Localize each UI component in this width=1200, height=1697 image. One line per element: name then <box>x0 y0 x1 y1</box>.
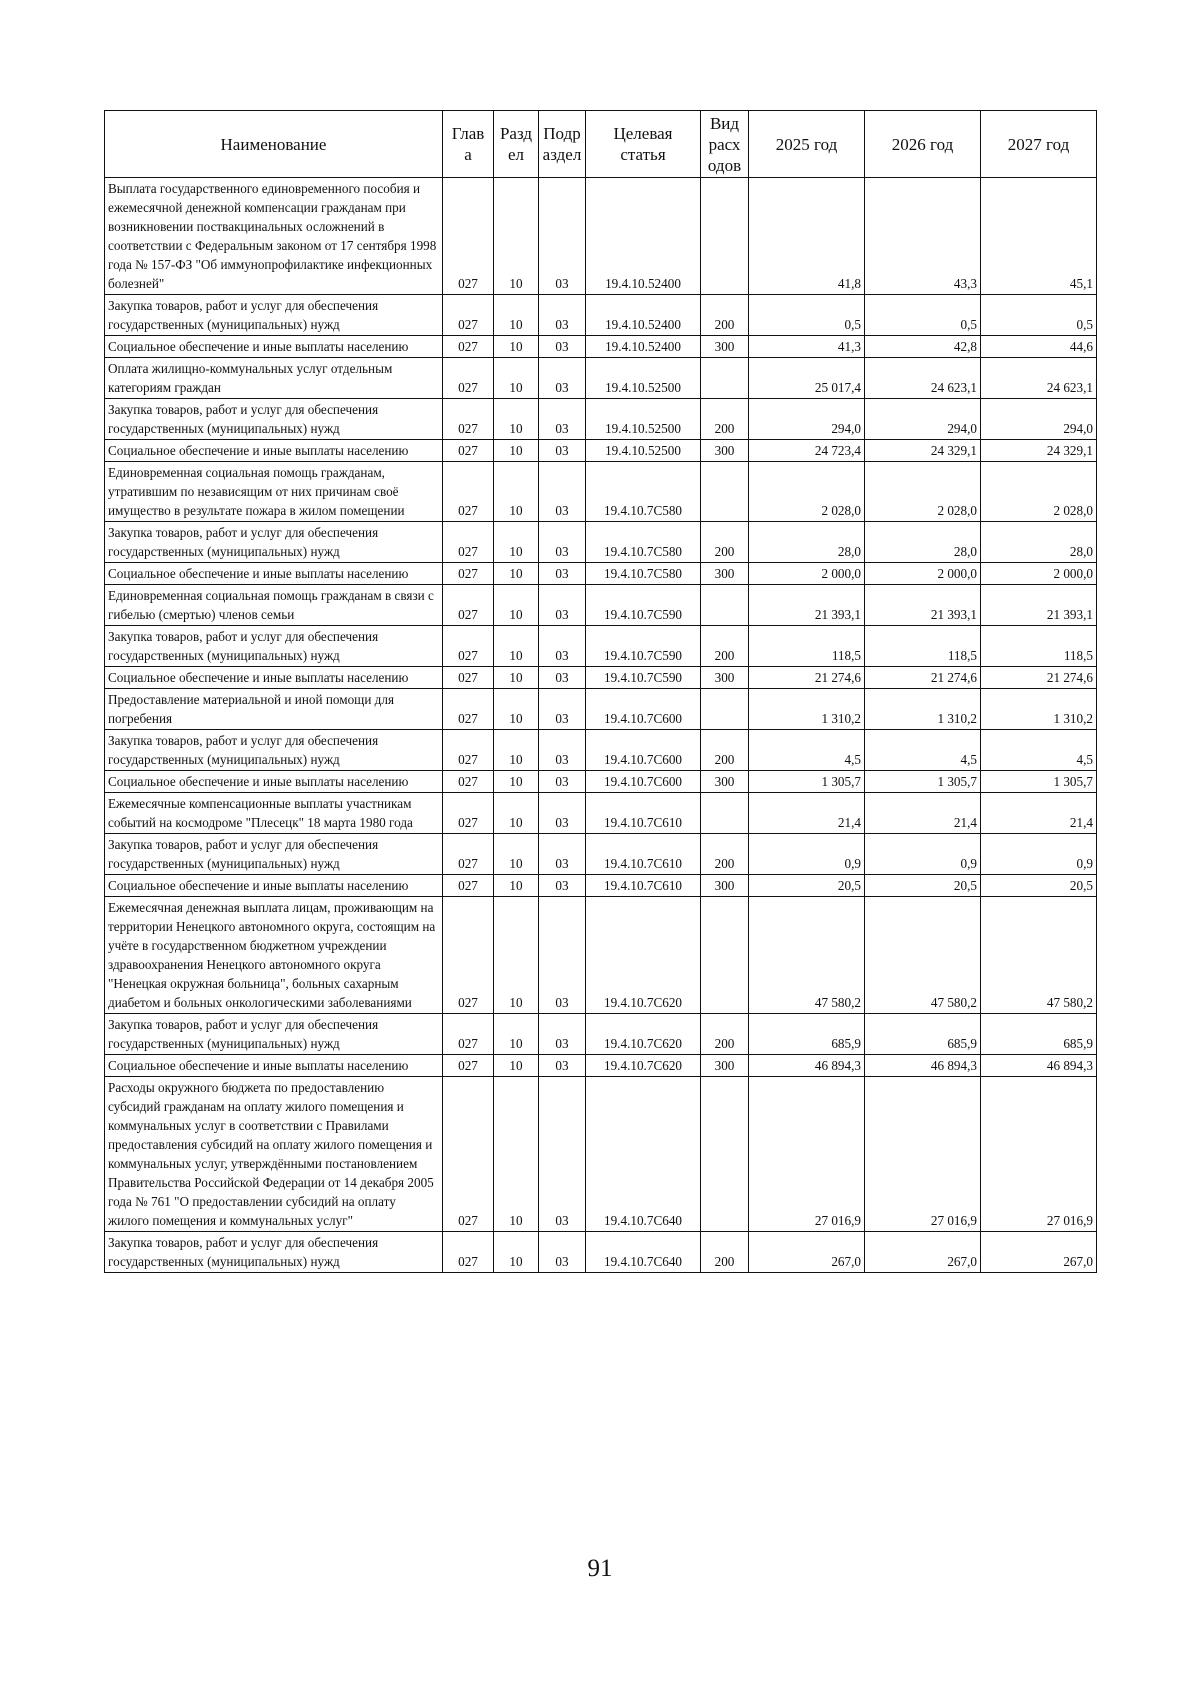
row-glava: 027 <box>443 399 494 440</box>
row-amount-2026: 24 329,1 <box>865 440 981 462</box>
row-celevaya: 19.4.10.52500 <box>586 440 701 462</box>
row-razdel: 10 <box>494 1055 539 1077</box>
row-podrazdel: 03 <box>539 178 586 295</box>
row-razdel: 10 <box>494 1014 539 1055</box>
row-glava: 027 <box>443 440 494 462</box>
table-row <box>105 626 1097 667</box>
header-2026: 2026 год <box>865 111 981 178</box>
row-amount-2026: 21 393,1 <box>865 585 981 626</box>
row-celevaya: 19.4.10.52400 <box>586 295 701 336</box>
row-razdel: 10 <box>494 462 539 522</box>
row-amount-2025: 685,9 <box>749 1014 865 1055</box>
row-podrazdel: 03 <box>539 834 586 875</box>
row-glava: 027 <box>443 1014 494 1055</box>
row-amount-2025: 118,5 <box>749 626 865 667</box>
row-razdel: 10 <box>494 563 539 585</box>
row-amount-2025: 25 017,4 <box>749 358 865 399</box>
row-vid: 200 <box>701 295 749 336</box>
row-razdel: 10 <box>494 730 539 771</box>
table-row <box>105 399 1097 440</box>
row-amount-2025: 294,0 <box>749 399 865 440</box>
table-row <box>105 358 1097 399</box>
row-celevaya: 19.4.10.7С580 <box>586 522 701 563</box>
row-celevaya: 19.4.10.52500 <box>586 399 701 440</box>
row-podrazdel: 03 <box>539 563 586 585</box>
header-name: Наименование <box>105 111 443 178</box>
row-amount-2026: 1 310,2 <box>865 689 981 730</box>
header-row <box>105 111 1097 178</box>
row-celevaya: 19.4.10.52400 <box>586 178 701 295</box>
row-amount-2027: 24 623,1 <box>981 358 1097 399</box>
row-amount-2025: 20,5 <box>749 875 865 897</box>
row-name: Закупка товаров, работ и услуг для обеспечения государственных (муниципальных) нужд <box>105 626 443 667</box>
row-razdel: 10 <box>494 1232 539 1273</box>
row-amount-2025: 28,0 <box>749 522 865 563</box>
row-razdel: 10 <box>494 793 539 834</box>
row-amount-2027: 1 310,2 <box>981 689 1097 730</box>
row-razdel: 10 <box>494 875 539 897</box>
row-glava: 027 <box>443 771 494 793</box>
row-amount-2026: 118,5 <box>865 626 981 667</box>
row-amount-2025: 21 274,6 <box>749 667 865 689</box>
row-vid <box>701 1077 749 1232</box>
row-podrazdel: 03 <box>539 689 586 730</box>
row-glava: 027 <box>443 1077 494 1232</box>
row-celevaya: 19.4.10.7С640 <box>586 1232 701 1273</box>
row-amount-2026: 24 623,1 <box>865 358 981 399</box>
row-vid <box>701 689 749 730</box>
row-razdel: 10 <box>494 440 539 462</box>
row-amount-2027: 267,0 <box>981 1232 1097 1273</box>
row-celevaya: 19.4.10.7С580 <box>586 462 701 522</box>
table-row <box>105 689 1097 730</box>
row-amount-2027: 0,5 <box>981 295 1097 336</box>
table-row <box>105 295 1097 336</box>
row-vid: 300 <box>701 440 749 462</box>
row-celevaya: 19.4.10.7С590 <box>586 626 701 667</box>
row-glava: 027 <box>443 793 494 834</box>
row-vid: 200 <box>701 730 749 771</box>
row-amount-2025: 0,5 <box>749 295 865 336</box>
row-amount-2026: 4,5 <box>865 730 981 771</box>
row-celevaya: 19.4.10.52500 <box>586 358 701 399</box>
row-amount-2025: 41,3 <box>749 336 865 358</box>
row-name: Закупка товаров, работ и услуг для обеспечения государственных (муниципальных) нужд <box>105 295 443 336</box>
row-celevaya: 19.4.10.7С610 <box>586 875 701 897</box>
row-celevaya: 19.4.10.7С610 <box>586 793 701 834</box>
row-name: Предоставление материальной и иной помощи для погребения <box>105 689 443 730</box>
row-amount-2027: 118,5 <box>981 626 1097 667</box>
row-podrazdel: 03 <box>539 295 586 336</box>
row-celevaya: 19.4.10.7С600 <box>586 771 701 793</box>
row-celevaya: 19.4.10.7С620 <box>586 1014 701 1055</box>
table-row <box>105 793 1097 834</box>
row-vid: 300 <box>701 667 749 689</box>
row-name: Социальное обеспечение и иные выплаты населению <box>105 336 443 358</box>
row-vid: 200 <box>701 522 749 563</box>
row-celevaya: 19.4.10.7С580 <box>586 563 701 585</box>
row-amount-2025: 24 723,4 <box>749 440 865 462</box>
table-row <box>105 1077 1097 1232</box>
table-row <box>105 1232 1097 1273</box>
row-vid: 200 <box>701 399 749 440</box>
row-glava: 027 <box>443 875 494 897</box>
table-row <box>105 771 1097 793</box>
row-amount-2027: 20,5 <box>981 875 1097 897</box>
header-razdel: Разд ел <box>494 111 539 178</box>
row-podrazdel: 03 <box>539 399 586 440</box>
row-podrazdel: 03 <box>539 522 586 563</box>
row-vid <box>701 585 749 626</box>
row-celevaya: 19.4.10.7С610 <box>586 834 701 875</box>
row-amount-2027: 294,0 <box>981 399 1097 440</box>
row-amount-2027: 21,4 <box>981 793 1097 834</box>
row-amount-2025: 21 393,1 <box>749 585 865 626</box>
row-name: Закупка товаров, работ и услуг для обеспечения государственных (муниципальных) нужд <box>105 1014 443 1055</box>
row-razdel: 10 <box>494 399 539 440</box>
row-name: Социальное обеспечение и иные выплаты населению <box>105 667 443 689</box>
row-amount-2025: 2 028,0 <box>749 462 865 522</box>
row-podrazdel: 03 <box>539 875 586 897</box>
row-razdel: 10 <box>494 771 539 793</box>
table-body <box>105 178 1097 1273</box>
row-podrazdel: 03 <box>539 1014 586 1055</box>
row-vid: 300 <box>701 875 749 897</box>
row-name: Закупка товаров, работ и услуг для обеспечения государственных (муниципальных) нужд <box>105 399 443 440</box>
row-podrazdel: 03 <box>539 462 586 522</box>
row-glava: 027 <box>443 522 494 563</box>
row-razdel: 10 <box>494 834 539 875</box>
row-name: Ежемесячные компенсационные выплаты участникам событий на космодроме "Плесецк" 18 марта 1980 года <box>105 793 443 834</box>
row-razdel: 10 <box>494 897 539 1014</box>
row-amount-2026: 47 580,2 <box>865 897 981 1014</box>
row-amount-2026: 1 305,7 <box>865 771 981 793</box>
row-amount-2027: 1 305,7 <box>981 771 1097 793</box>
row-name: Закупка товаров, работ и услуг для обеспечения государственных (муниципальных) нужд <box>105 522 443 563</box>
row-razdel: 10 <box>494 522 539 563</box>
row-celevaya: 19.4.10.52400 <box>586 336 701 358</box>
row-glava: 027 <box>443 689 494 730</box>
row-name: Социальное обеспечение и иные выплаты населению <box>105 771 443 793</box>
row-name: Ежемесячная денежная выплата лицам, проживающим на территории Ненецкого автономного округа, состоящим на учёте в государственном бюджетном учреждении здравоохранения Ненецкого автономного округа "Ненецкая окружная больница", больных сахарным диабетом и больных онкологическими заболеваниями <box>105 897 443 1014</box>
row-amount-2026: 21,4 <box>865 793 981 834</box>
row-amount-2025: 27 016,9 <box>749 1077 865 1232</box>
row-podrazdel: 03 <box>539 667 586 689</box>
row-celevaya: 19.4.10.7С600 <box>586 689 701 730</box>
row-razdel: 10 <box>494 336 539 358</box>
row-glava: 027 <box>443 1232 494 1273</box>
table-row <box>105 875 1097 897</box>
row-celevaya: 19.4.10.7С590 <box>586 667 701 689</box>
row-celevaya: 19.4.10.7С600 <box>586 730 701 771</box>
row-vid: 200 <box>701 1014 749 1055</box>
row-vid <box>701 793 749 834</box>
row-amount-2025: 1 310,2 <box>749 689 865 730</box>
row-glava: 027 <box>443 897 494 1014</box>
row-vid <box>701 178 749 295</box>
header-celevaya: Целевая статья <box>586 111 701 178</box>
row-amount-2026: 42,8 <box>865 336 981 358</box>
header-glava: Глав а <box>443 111 494 178</box>
row-amount-2027: 47 580,2 <box>981 897 1097 1014</box>
row-name: Расходы окружного бюджета по предоставлению субсидий гражданам на оплату жилого помещения и коммунальных услуг в соответствии с Правилами предоставления субсидий на оплату жилого помещения и коммунальных услуг, утверждёнными постановлением Правительства Российской Федерации от 14 декабря 2005 года № 761 "О предоставлении субсидий на оплату жилого помещения и коммунальных услуг" <box>105 1077 443 1232</box>
budget-table <box>104 110 1097 1273</box>
row-glava: 027 <box>443 585 494 626</box>
row-amount-2026: 27 016,9 <box>865 1077 981 1232</box>
row-razdel: 10 <box>494 358 539 399</box>
row-vid: 200 <box>701 834 749 875</box>
table-row <box>105 585 1097 626</box>
row-amount-2027: 44,6 <box>981 336 1097 358</box>
row-name: Социальное обеспечение и иные выплаты населению <box>105 563 443 585</box>
row-razdel: 10 <box>494 667 539 689</box>
row-amount-2027: 24 329,1 <box>981 440 1097 462</box>
row-amount-2025: 0,9 <box>749 834 865 875</box>
row-vid <box>701 462 749 522</box>
row-podrazdel: 03 <box>539 897 586 1014</box>
table-row <box>105 440 1097 462</box>
table-row <box>105 462 1097 522</box>
row-glava: 027 <box>443 336 494 358</box>
row-amount-2027: 46 894,3 <box>981 1055 1097 1077</box>
row-vid: 300 <box>701 771 749 793</box>
row-glava: 027 <box>443 667 494 689</box>
header-podrazdel: Подр аздел <box>539 111 586 178</box>
row-name: Закупка товаров, работ и услуг для обеспечения государственных (муниципальных) нужд <box>105 1232 443 1273</box>
row-vid: 300 <box>701 1055 749 1077</box>
row-amount-2026: 46 894,3 <box>865 1055 981 1077</box>
row-amount-2026: 43,3 <box>865 178 981 295</box>
row-glava: 027 <box>443 462 494 522</box>
row-amount-2025: 2 000,0 <box>749 563 865 585</box>
header-vid: Вид расх одов <box>701 111 749 178</box>
row-amount-2027: 4,5 <box>981 730 1097 771</box>
row-amount-2026: 294,0 <box>865 399 981 440</box>
row-glava: 027 <box>443 730 494 771</box>
table-row <box>105 897 1097 1014</box>
row-name: Закупка товаров, работ и услуг для обеспечения государственных (муниципальных) нужд <box>105 834 443 875</box>
row-podrazdel: 03 <box>539 336 586 358</box>
row-podrazdel: 03 <box>539 771 586 793</box>
row-name: Социальное обеспечение и иные выплаты населению <box>105 1055 443 1077</box>
row-name: Социальное обеспечение и иные выплаты населению <box>105 875 443 897</box>
row-razdel: 10 <box>494 295 539 336</box>
row-glava: 027 <box>443 295 494 336</box>
row-amount-2027: 27 016,9 <box>981 1077 1097 1232</box>
row-podrazdel: 03 <box>539 1077 586 1232</box>
row-amount-2027: 685,9 <box>981 1014 1097 1055</box>
row-amount-2026: 28,0 <box>865 522 981 563</box>
row-celevaya: 19.4.10.7С590 <box>586 585 701 626</box>
table-row <box>105 730 1097 771</box>
table-row <box>105 563 1097 585</box>
row-razdel: 10 <box>494 1077 539 1232</box>
row-amount-2027: 0,9 <box>981 834 1097 875</box>
row-amount-2026: 685,9 <box>865 1014 981 1055</box>
row-glava: 027 <box>443 1055 494 1077</box>
row-glava: 027 <box>443 563 494 585</box>
row-glava: 027 <box>443 358 494 399</box>
row-amount-2026: 2 000,0 <box>865 563 981 585</box>
page-number: 91 <box>587 1555 613 1582</box>
row-podrazdel: 03 <box>539 440 586 462</box>
row-amount-2025: 46 894,3 <box>749 1055 865 1077</box>
row-glava: 027 <box>443 178 494 295</box>
table-row <box>105 1014 1097 1055</box>
row-amount-2025: 4,5 <box>749 730 865 771</box>
row-name: Социальное обеспечение и иные выплаты населению <box>105 440 443 462</box>
row-podrazdel: 03 <box>539 1232 586 1273</box>
table-row <box>105 667 1097 689</box>
row-celevaya: 19.4.10.7С620 <box>586 1055 701 1077</box>
row-amount-2027: 21 274,6 <box>981 667 1097 689</box>
row-vid: 300 <box>701 336 749 358</box>
row-podrazdel: 03 <box>539 793 586 834</box>
row-name: Единовременная социальная помощь гражданам в связи с гибелью (смертью) членов семьи <box>105 585 443 626</box>
row-amount-2025: 21,4 <box>749 793 865 834</box>
header-2027: 2027 год <box>981 111 1097 178</box>
row-podrazdel: 03 <box>539 730 586 771</box>
row-razdel: 10 <box>494 178 539 295</box>
row-amount-2026: 0,9 <box>865 834 981 875</box>
table-row <box>105 178 1097 295</box>
row-amount-2026: 0,5 <box>865 295 981 336</box>
table-row <box>105 336 1097 358</box>
table-row <box>105 834 1097 875</box>
row-amount-2026: 267,0 <box>865 1232 981 1273</box>
row-vid: 200 <box>701 626 749 667</box>
row-podrazdel: 03 <box>539 626 586 667</box>
row-amount-2027: 21 393,1 <box>981 585 1097 626</box>
header-2025: 2025 год <box>749 111 865 178</box>
row-celevaya: 19.4.10.7С620 <box>586 897 701 1014</box>
row-vid <box>701 897 749 1014</box>
row-name: Выплата государственного единовременного пособия и ежемесячной денежной компенсации гражданам при возникновении поствакцинальных осложнений в соответствии с Федеральным законом от 17 сентября 1998 года № 157-ФЗ "Об иммунопрофилактике инфекционных болезней" <box>105 178 443 295</box>
table-row <box>105 1055 1097 1077</box>
row-name: Единовременная социальная помощь гражданам, утратившим по независящим от них причинам своё имущество в результате пожара в жилом помещении <box>105 462 443 522</box>
row-amount-2025: 41,8 <box>749 178 865 295</box>
row-podrazdel: 03 <box>539 585 586 626</box>
row-podrazdel: 03 <box>539 1055 586 1077</box>
row-amount-2026: 21 274,6 <box>865 667 981 689</box>
table-row <box>105 522 1097 563</box>
row-name: Оплата жилищно-коммунальных услуг отдельным категориям граждан <box>105 358 443 399</box>
row-amount-2026: 2 028,0 <box>865 462 981 522</box>
row-razdel: 10 <box>494 585 539 626</box>
row-razdel: 10 <box>494 626 539 667</box>
row-name: Закупка товаров, работ и услуг для обеспечения государственных (муниципальных) нужд <box>105 730 443 771</box>
row-vid: 200 <box>701 1232 749 1273</box>
row-amount-2026: 20,5 <box>865 875 981 897</box>
row-glava: 027 <box>443 626 494 667</box>
row-glava: 027 <box>443 834 494 875</box>
row-vid: 300 <box>701 563 749 585</box>
row-vid <box>701 358 749 399</box>
row-podrazdel: 03 <box>539 358 586 399</box>
row-celevaya: 19.4.10.7С640 <box>586 1077 701 1232</box>
row-amount-2025: 1 305,7 <box>749 771 865 793</box>
row-amount-2025: 47 580,2 <box>749 897 865 1014</box>
row-amount-2027: 28,0 <box>981 522 1097 563</box>
row-amount-2027: 2 000,0 <box>981 563 1097 585</box>
row-amount-2027: 2 028,0 <box>981 462 1097 522</box>
row-amount-2025: 267,0 <box>749 1232 865 1273</box>
row-amount-2027: 45,1 <box>981 178 1097 295</box>
row-razdel: 10 <box>494 689 539 730</box>
